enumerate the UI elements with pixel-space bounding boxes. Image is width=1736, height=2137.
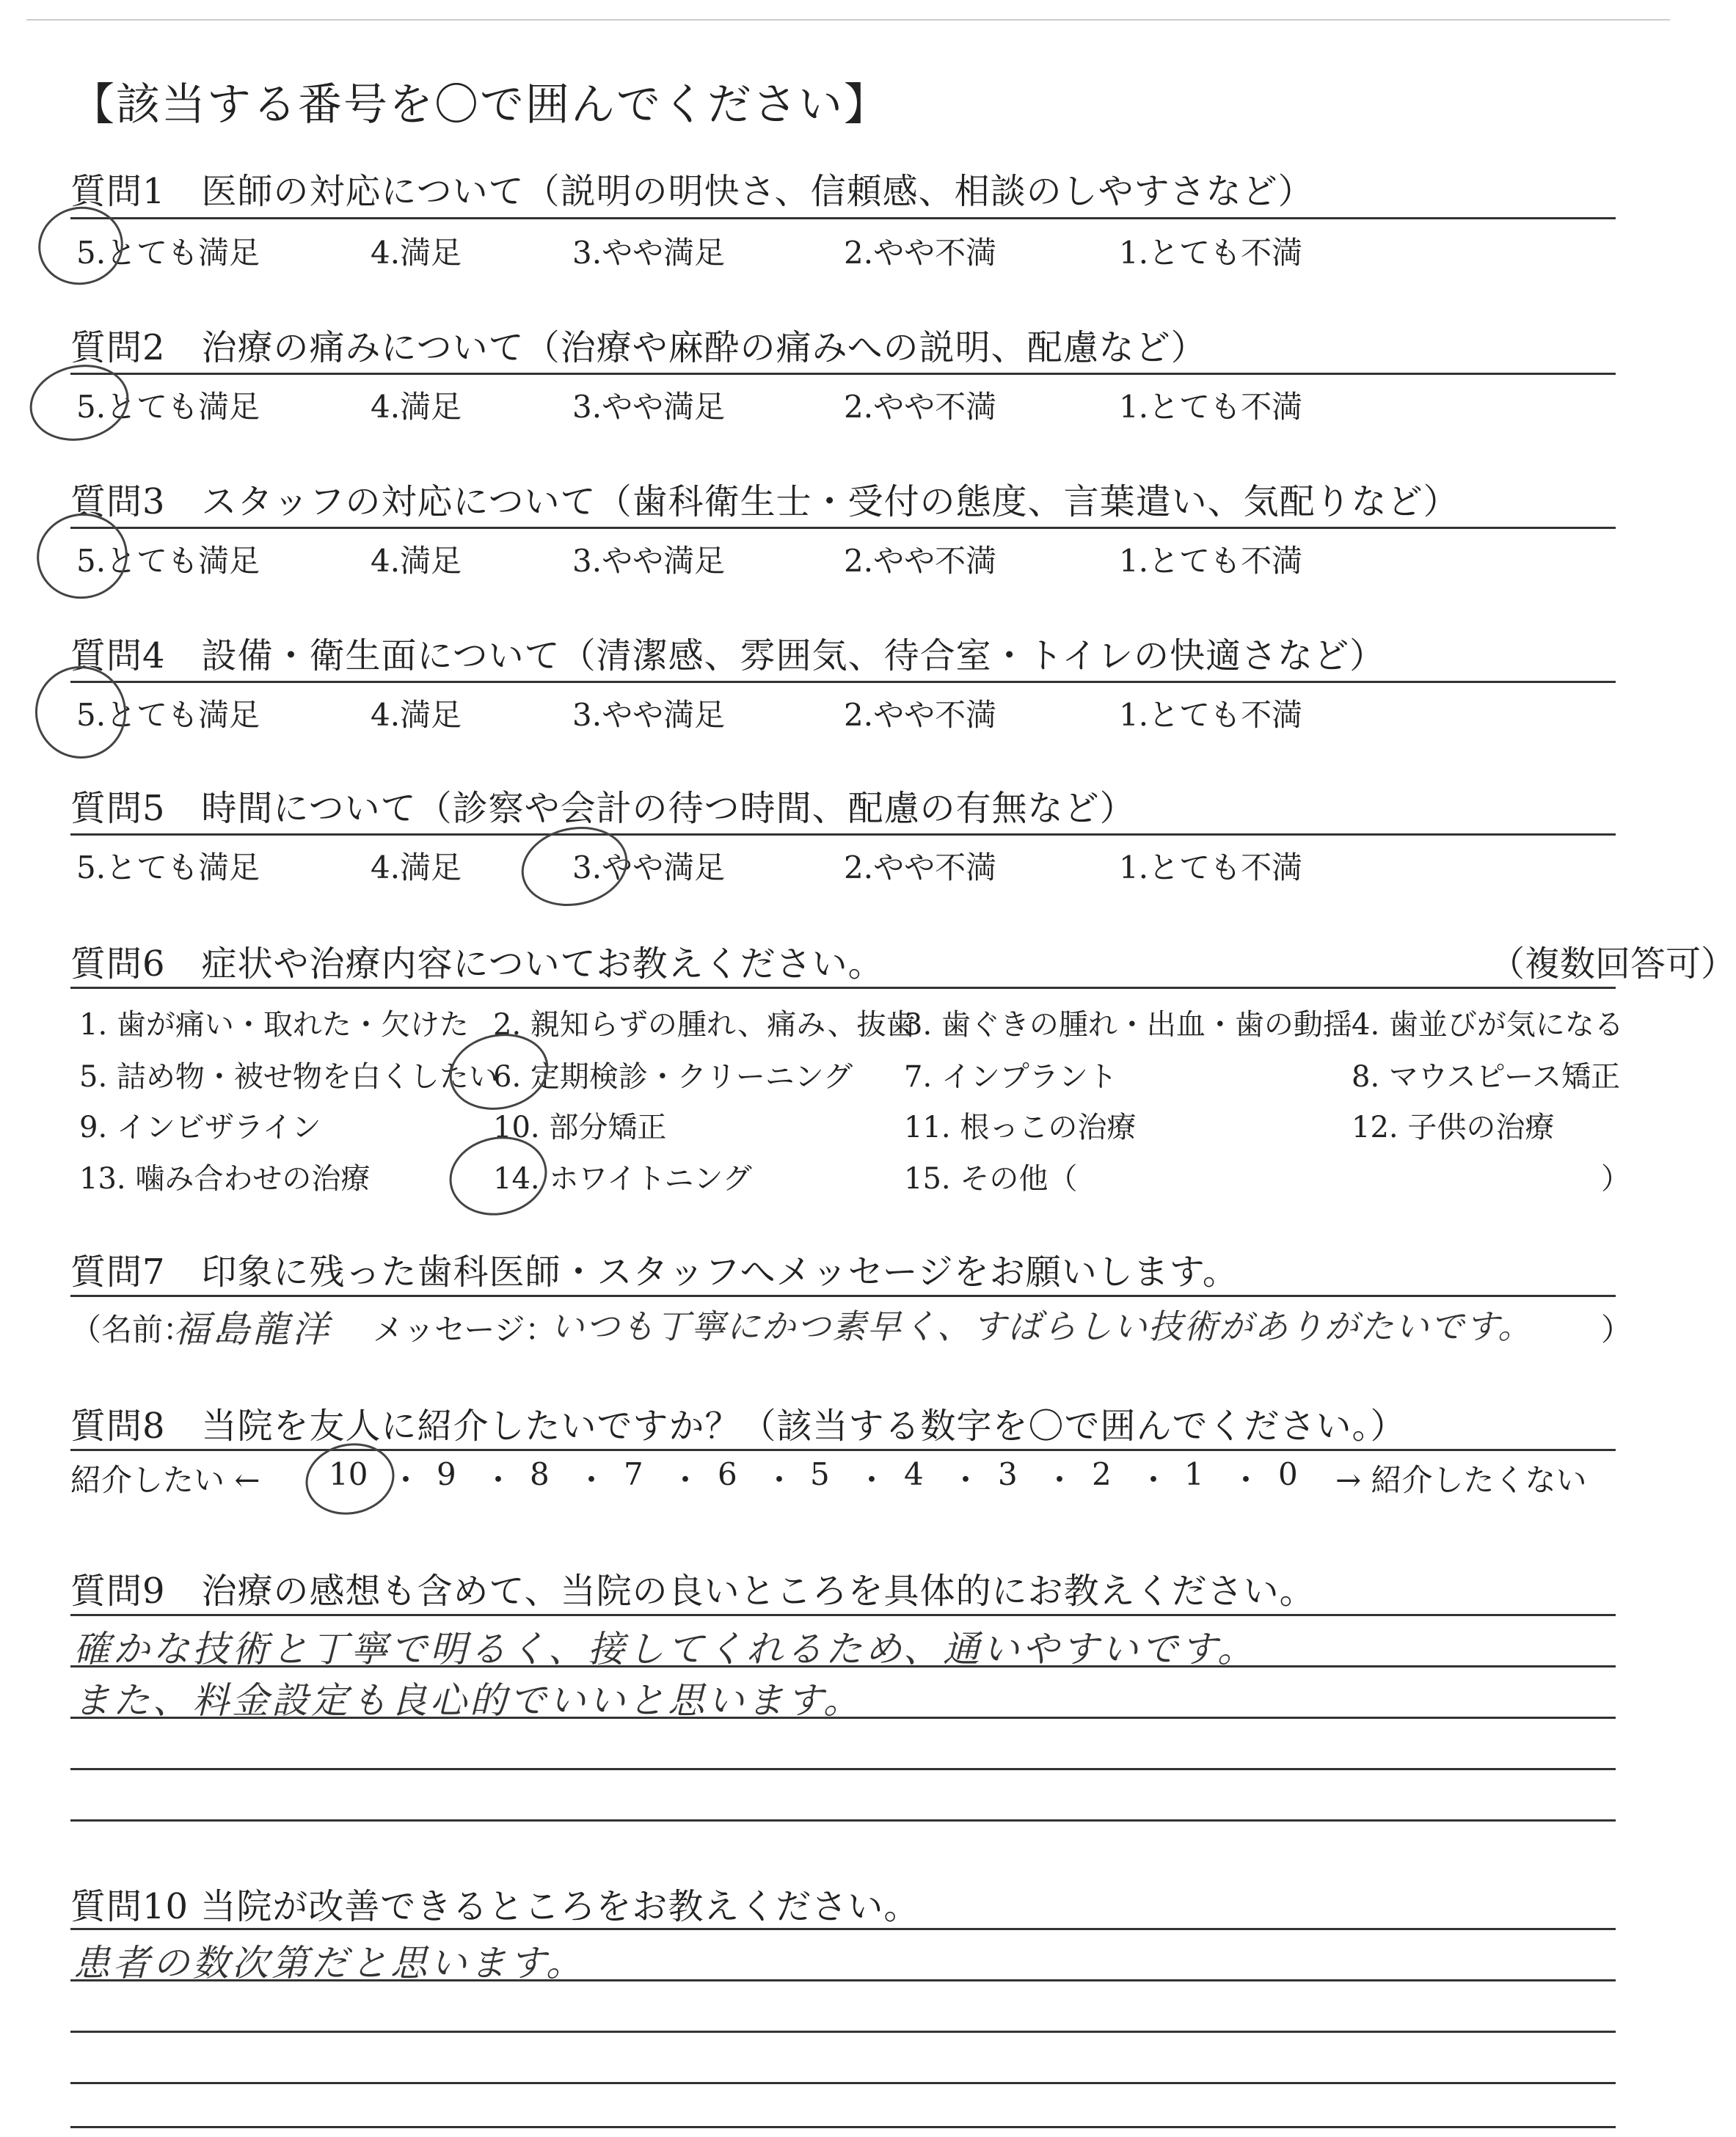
- scale-9[interactable]: 9: [437, 1456, 456, 1492]
- q2-option-5[interactable]: 5.とても満足: [76, 389, 260, 425]
- question-8-title: 質問8 当院を友人に紹介したいですか？（該当する数字を〇で囲んでください。）: [70, 1406, 1407, 1447]
- symptom-option[interactable]: 10. 部分矯正: [493, 1111, 667, 1144]
- divider: [70, 681, 1616, 683]
- q4-option-3[interactable]: 3.やや満足: [572, 697, 726, 733]
- scale-6[interactable]: 6: [718, 1456, 737, 1492]
- scale-1[interactable]: 1: [1184, 1456, 1204, 1492]
- symptom-option[interactable]: 1. 歯が痛い・取れた・欠けた: [79, 1008, 469, 1042]
- q3-option-5[interactable]: 5.とても満足: [76, 543, 260, 579]
- divider: [70, 217, 1616, 219]
- question-5-title: 質問5 時間について（診察や会計の待つ時間、配慮の有無など）: [70, 788, 1136, 829]
- q1-option-1[interactable]: 1.とても不満: [1119, 235, 1303, 271]
- symptom-option[interactable]: 6. 定期検診・クリーニング: [493, 1060, 853, 1094]
- answer-line: [70, 1928, 1616, 1930]
- message-close-paren: ）: [1601, 1312, 1633, 1348]
- page-heading: 【該当する番号を〇で囲んでください】: [70, 79, 889, 131]
- scale-dot: ・: [764, 1462, 795, 1498]
- symptom-option[interactable]: 9. インビザライン: [79, 1111, 321, 1144]
- symptom-option[interactable]: 13. 噛み合わせの治療: [79, 1162, 371, 1196]
- symptom-option[interactable]: 14. ホワイトニング: [493, 1162, 752, 1196]
- q4-option-5[interactable]: 5.とても満足: [76, 697, 260, 733]
- q3-option-2[interactable]: 2.やや不満: [844, 543, 997, 579]
- q5-option-2[interactable]: 2.やや不満: [844, 850, 997, 885]
- scale-dot: ・: [576, 1462, 608, 1498]
- message-label: メッセージ：: [373, 1312, 556, 1348]
- symptom-option[interactable]: 2. 親知らずの腫れ、痛み、抜歯: [493, 1008, 916, 1042]
- question-7-title: 質問7 印象に残った歯科医師・スタッフへメッセージをお願いします。: [70, 1252, 1239, 1293]
- q1-option-3[interactable]: 3.やや満足: [572, 235, 726, 271]
- q5-option-4[interactable]: 4.満足: [371, 850, 462, 885]
- q3-option-1[interactable]: 1.とても不満: [1119, 543, 1303, 579]
- divider: [70, 833, 1616, 836]
- scale-8[interactable]: 8: [530, 1456, 550, 1492]
- scale-4[interactable]: 4: [904, 1456, 924, 1492]
- symptom-option[interactable]: 5. 詰め物・被せ物を白くしたい: [79, 1060, 498, 1094]
- answer-circle: [514, 817, 635, 916]
- question-9-title: 質問9 治療の感想も含めて、当院の良いところを具体的にお教えください。: [70, 1571, 1316, 1612]
- answer-line: [70, 2031, 1616, 2033]
- question-3-title: 質問3 スタッフの対応について（歯科衛生士・受付の態度、言葉遣い、気配りなど）: [70, 481, 1459, 522]
- answer-line: [70, 1768, 1616, 1770]
- name-handwritten[interactable]: 福島龍洋: [173, 1308, 332, 1351]
- scale-dot: ・: [1230, 1462, 1262, 1498]
- recommend-right-label: → 紹介したくない: [1335, 1462, 1587, 1498]
- good-points-line-1[interactable]: 確かな技術と丁寧で明るく、接してくれるため、通いやすいです。: [73, 1628, 1257, 1670]
- divider: [70, 1449, 1616, 1451]
- recommend-left-label: 紹介したい ←: [70, 1462, 260, 1498]
- q2-option-2[interactable]: 2.やや不満: [844, 389, 997, 425]
- q1-option-4[interactable]: 4.満足: [371, 235, 462, 271]
- q5-option-1[interactable]: 1.とても不満: [1119, 850, 1303, 885]
- q1-option-5[interactable]: 5.とても満足: [76, 235, 260, 271]
- question-1-title: 質問1 医師の対応について（説明の明快さ、信頼感、相談のしやすさなど）: [70, 171, 1314, 212]
- scale-5[interactable]: 5: [810, 1456, 830, 1492]
- scale-dot: ・: [1138, 1462, 1170, 1498]
- scale-10[interactable]: 10: [329, 1456, 368, 1492]
- q5-option-3[interactable]: 3.やや満足: [572, 850, 726, 885]
- symptom-option[interactable]: 15. その他（: [904, 1162, 1078, 1196]
- q2-option-3[interactable]: 3.やや満足: [572, 389, 726, 425]
- symptom-option[interactable]: 3. 歯ぐきの腫れ・出血・歯の動揺: [904, 1008, 1352, 1042]
- divider: [70, 373, 1616, 375]
- answer-circle: [23, 356, 136, 450]
- message-handwritten[interactable]: いつも丁寧にかつ素早く、すばらしい技術がありがたいです。: [550, 1307, 1533, 1346]
- symptom-option[interactable]: 4. 歯並びが気になる: [1352, 1008, 1624, 1042]
- q2-option-4[interactable]: 4.満足: [371, 389, 462, 425]
- answer-line: [70, 2126, 1616, 2128]
- q4-option-1[interactable]: 1.とても不満: [1119, 697, 1303, 733]
- symptom-option[interactable]: 12. 子供の治療: [1352, 1111, 1555, 1144]
- question-10-title: 質問10 当院が改善できるところをお教えください。: [70, 1886, 920, 1927]
- scale-dot: ・: [1044, 1462, 1076, 1498]
- good-points-line-2[interactable]: また、料金設定も良心的でいいと思います。: [73, 1679, 863, 1722]
- symptom-option[interactable]: 11. 根っこの治療: [904, 1111, 1137, 1144]
- answer-line: [70, 2082, 1616, 2084]
- divider: [70, 1295, 1616, 1297]
- improvement-line-1[interactable]: 患者の数次第だと思います。: [73, 1942, 586, 1984]
- q3-option-3[interactable]: 3.やや満足: [572, 543, 726, 579]
- q5-option-5[interactable]: 5.とても満足: [76, 850, 260, 885]
- scale-dot: ・: [670, 1462, 701, 1498]
- scale-dot: ・: [950, 1462, 982, 1498]
- scale-7[interactable]: 7: [624, 1456, 643, 1492]
- other-close-paren: ）: [1601, 1162, 1630, 1196]
- scale-0[interactable]: 0: [1278, 1456, 1298, 1492]
- answer-line: [70, 1819, 1616, 1822]
- divider: [70, 527, 1616, 529]
- scale-3[interactable]: 3: [998, 1456, 1018, 1492]
- answer-line: [70, 1614, 1616, 1616]
- top-border: [26, 19, 1670, 21]
- question-6-title: 質問6 症状や治療内容についてお教えください。: [70, 943, 884, 985]
- scale-dot: ・: [390, 1462, 422, 1498]
- multiple-answer-note: （複数回答可）: [1489, 943, 1736, 985]
- scale-2[interactable]: 2: [1092, 1456, 1112, 1492]
- symptom-option[interactable]: 8. マウスピース矯正: [1352, 1060, 1621, 1094]
- question-2-title: 質問2 治療の痛みについて（治療や麻酔の痛みへの説明、配慮など）: [70, 327, 1207, 368]
- divider: [70, 987, 1616, 989]
- q4-option-4[interactable]: 4.満足: [371, 697, 462, 733]
- scale-dot: ・: [856, 1462, 888, 1498]
- q4-option-2[interactable]: 2.やや不満: [844, 697, 997, 733]
- name-label: （名前：: [70, 1312, 194, 1348]
- symptom-option[interactable]: 7. インプラント: [904, 1060, 1117, 1094]
- question-4-title: 質問4 設備・衛生面について（清潔感、雰囲気、待合室・トイレの快適さなど）: [70, 635, 1386, 676]
- q1-option-2[interactable]: 2.やや不満: [844, 235, 997, 271]
- scale-dot: ・: [483, 1462, 514, 1498]
- q2-option-1[interactable]: 1.とても不満: [1119, 389, 1303, 425]
- q3-option-4[interactable]: 4.満足: [371, 543, 462, 579]
